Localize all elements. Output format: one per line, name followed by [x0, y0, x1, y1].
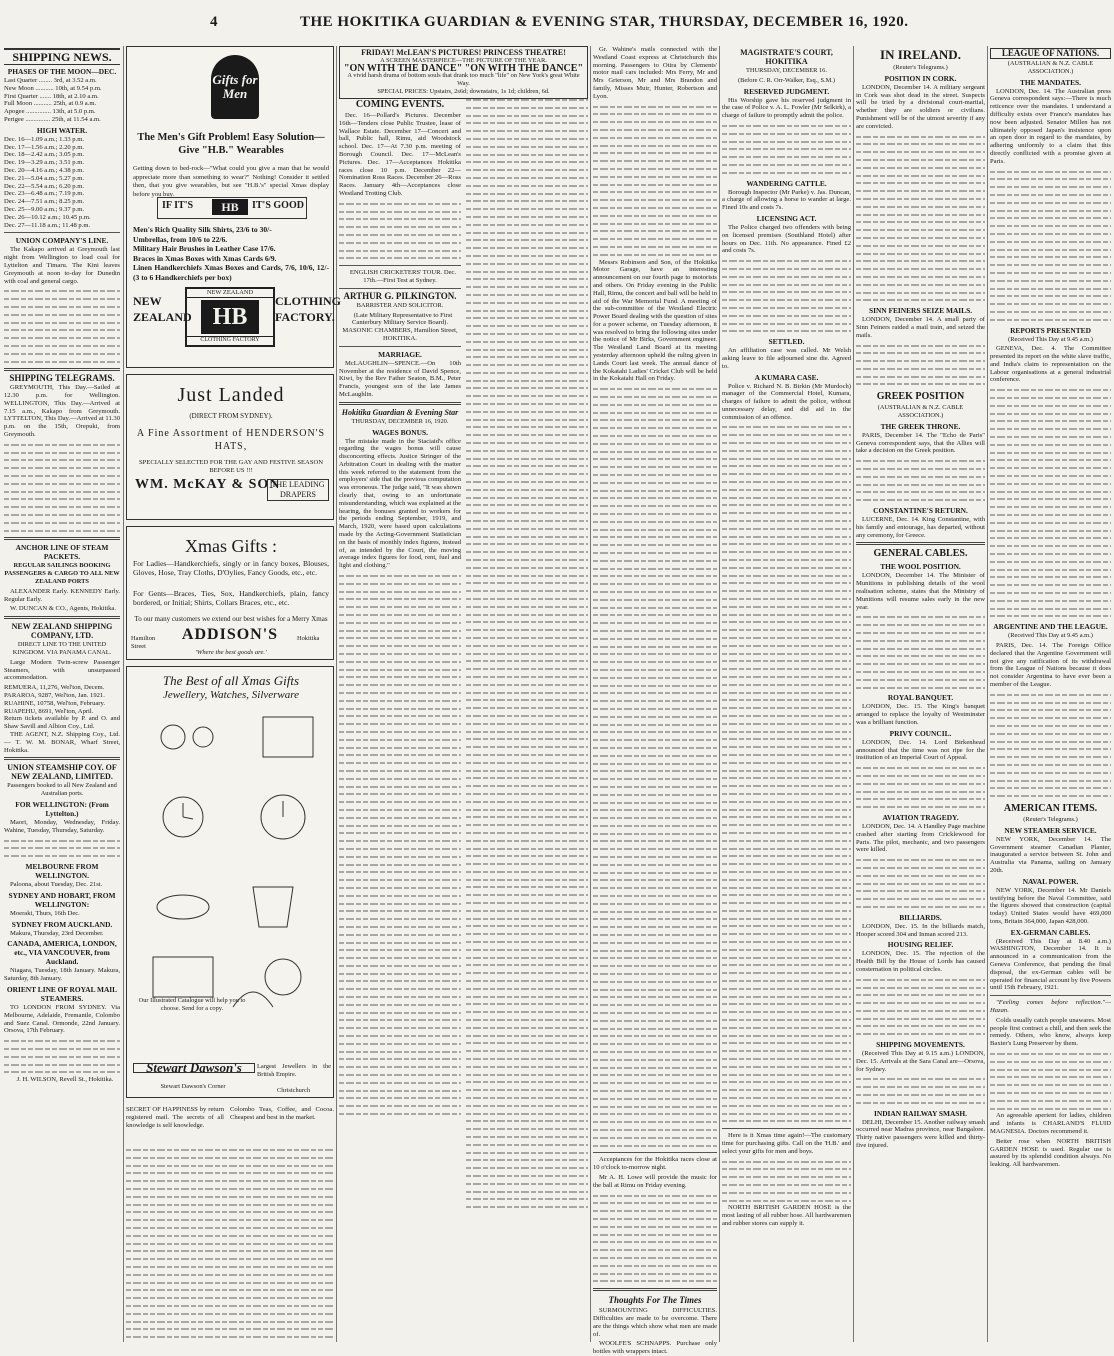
- text-filler: [856, 1075, 985, 1106]
- licensing-heading: LICENSING ACT.: [756, 213, 817, 223]
- jewellery-illustrations: [133, 707, 329, 1047]
- text-filler: [126, 1146, 334, 1341]
- sinn-fein-body: LONDON, December 14. A small party of Sinn Feiners raided a mail train, and seized the mails.: [856, 316, 985, 339]
- for-ladies: For Ladies—Handkerchiefs, singly or in fancy boxes, Blouses, Gloves, Hose, Tray Cloths, D'Oylies, Fancy Goods, etc., etc.: [133, 559, 329, 578]
- hb-logo-bottom: CLOTHING FACTORY: [187, 336, 273, 345]
- for-gents: For Gents—Braces, Ties, Sox, Handkerchiefs, plain, fancy bordered, or Initial; Shirts, Collars Braces, etc., etc.: [133, 589, 329, 608]
- column-advertisements: [126, 46, 342, 1342]
- nz-shipping-direct-line: DIRECT LINE TO THE UNITED KINGDOM. VIA PANAMA CANAL.: [12, 641, 112, 657]
- garden-hose-ad: Better rose when NORTH BRITISH GARDEN HOSE is used. Regular use is assured by its splendid condition always. No leaking. All hardwaremen.: [990, 1137, 1111, 1169]
- silverware-icon: [157, 895, 209, 919]
- hb-wearables-ad: [126, 46, 342, 368]
- moon-row: New Moon ........... 10th, at 9.54 p.m.: [4, 84, 102, 92]
- moon-row: Apogee ............... 13th, at 5.0 p.m.: [4, 108, 96, 116]
- fine-assortment: A Fine Assortment of HENDERSON'S HATS,: [136, 428, 326, 452]
- sydney-hobart-heading: SYDNEY AND HOBART, FROM WELLINGTON:: [8, 890, 116, 909]
- moon-phases-heading: PHASES OF THE MOON—DEC.: [7, 67, 117, 76]
- reports-heading: REPORTS PRESENTED: [1010, 325, 1091, 335]
- text-filler: [4, 837, 120, 860]
- aviation-heading: AVIATION TRAGEDY.: [882, 812, 959, 822]
- naval-body: NEW YORK, December 14. Mr Daniels testifying before the Naval Committee, said the figures showed that construction (capital today) United States would have 469,000 tons, Britain 364,000, Japan 428,000.: [990, 886, 1111, 925]
- billiards-heading: BILLIARDS.: [899, 912, 942, 922]
- nz-shipping-company-heading: NEW ZEALAND SHIPPING COMPANY, LTD.: [11, 622, 113, 641]
- text-filler: [722, 1158, 851, 1205]
- american-items-heading: AMERICAN ITEMS.: [1003, 802, 1098, 814]
- largest-jewellers: Largest Jewellers in the British Empire.: [257, 1063, 331, 1078]
- just-landed-heading: Just Landed: [177, 384, 285, 406]
- gift-box-icon: [211, 55, 259, 119]
- mandates-heading: THE MANDATES.: [1019, 77, 1082, 87]
- music-notice: Mr A. H. Lowe will provide the music for the ball at Rimu on Friday evening.: [593, 1173, 717, 1189]
- nz-shipping-agent: THE AGENT, N.Z. Shipping Coy., Ltd. — T. W. M. BONAR, Wharf Street, Hokitika.: [4, 730, 120, 754]
- aviation-body: LONDON, Dec. 14. A Handley Page machine crashed after starting from Cricklewood for Paris. The pilot, mechanic, and two passengers were killed.: [856, 822, 985, 854]
- sinn-fein-heading: SINN FEINERS SEIZE MAILS.: [868, 306, 973, 316]
- hokitika-text: Hokitika: [297, 635, 320, 642]
- text-filler: [856, 764, 985, 811]
- for-wellington-body: Maori, Monday, Wednesday, Friday. Wahine, Tuesday, Thursday, Saturday.: [4, 818, 120, 834]
- position-cork-heading: POSITION IN CORK.: [884, 73, 957, 83]
- paper-nameplate: Hokitika Guardian & Evening Star: [341, 407, 459, 417]
- moon-row: First Quarter ....... 18th, at 2.10 a.m.: [4, 92, 99, 100]
- list-item: Men's Rich Quality Silk Shirts, 23/6 to 30/-: [133, 225, 272, 234]
- text-filler: [856, 856, 985, 911]
- nz-shipping-list: [4, 684, 120, 731]
- col3-left: [339, 96, 461, 1118]
- xmas-time-ad: Here is it Xmas time again!—The customary time for purchasing gifts. Call on the 'H.B.' and select your gifts for men and boys.: [722, 1132, 851, 1155]
- shipping-news-heading: SHIPPING NEWS.: [4, 48, 120, 65]
- anchor-line-heading: ANCHOR LINE OF STEAM PACKETS.: [15, 543, 109, 562]
- reports-sub: (Received This Day at 9.45 a.m.): [1008, 335, 1093, 343]
- shipping-telegrams-heading: SHIPPING TELEGRAMS.: [9, 373, 115, 384]
- union-steamship-sub: Passengers booked to all New Zealand and Australian ports.: [7, 782, 117, 798]
- privy-body: LONDON, Dec. 14. Lord Birkenhead announced that the time was not ripe for the institution of an Imperial Court of Appeal.: [856, 738, 985, 762]
- reserved-heading: RESERVED JUDGMENT.: [743, 86, 830, 96]
- argentine-body: PARIS, Dec. 14. The Foreign Office declared that the Argentine Government will not give any ratification of its withdrawal from the League of Nations because it does not consider Argentina to have ever been a member of the League.: [990, 641, 1111, 688]
- greek-throne-heading: THE GREEK THRONE.: [880, 421, 961, 431]
- gay-festive: SPECIALLY SELECTED FOR THE GAY AND FESTIVE SEASON BEFORE US !!!: [138, 459, 324, 474]
- anchor-agent: W. DUNCAN & CO., Agents, Hokitika.: [10, 605, 116, 613]
- settled-body: An affiliation case was called. Mr Welsh asking leave to file adjourned sine die. Agreed to.: [722, 347, 851, 370]
- wandering-heading: WANDERING CATTLE.: [746, 178, 827, 188]
- text-filler: [339, 572, 461, 1118]
- tide-row: Dec. 19—3.29 a.m.; 3.51 p.m.: [4, 159, 85, 167]
- column-rule: [590, 46, 591, 1342]
- licensing-body: The Police charged two offenders with being on licensed premises (Southland Hotel) after hours on Dec. 11th. No appearance. Fined £2 and costs 7s.: [722, 223, 851, 255]
- movements-body: (Received This Day at 9.15 a.m.) LONDON, Dec. 15. Arrivals at the Sara Canal are—Orsova, for Sydney.: [856, 1050, 985, 1073]
- tide-row: Dec. 18—2.42 a.m.; 3.05 p.m.: [4, 151, 85, 159]
- wool-body: LONDON, December 14. The Minister of Munitions in publishing details of the wool realisation scheme, states that the Ministry of Munitions will resume sales early in the new year.: [856, 572, 985, 611]
- moon-row: Last Quarter ........ 3rd, at 3.52 a.m.: [4, 77, 97, 84]
- jewellery-heading: Jewellery, Watches, Silverware: [162, 689, 300, 701]
- moon-phase-list: [4, 77, 120, 124]
- mcleans-pictures-ad: [339, 46, 588, 99]
- tide-row: Dec. 16—1.09 a.m.; 1.33 p.m.: [4, 135, 85, 143]
- kumara-heading: A KUMARA CASE.: [754, 372, 819, 382]
- list-item: Linen Handkerchiefs Xmas Boxes and Cards, 7/6, 10/6, 12/- (3 to 6 Handkerchiefs per box): [133, 263, 329, 282]
- hb-badge: HB: [212, 199, 248, 215]
- movements-heading: SHIPPING MOVEMENTS.: [876, 1040, 965, 1050]
- gift-problem-heading: The Men's Gift Problem! Easy Solution—Give "H.B." Wearables: [137, 132, 325, 156]
- cork-body: LONDON, December 14. A military sergeant in Cork was shot dead in the street. Suspects will be tried by a divisional court-martial, whether they are soldiers or civilians. Punishment will be of the utmost severity if any are convicted.: [856, 83, 985, 130]
- cabinet-icon: [153, 957, 213, 997]
- magistrate-before: (Before C. R. Orr-Walker, Esq., S.M.): [737, 76, 836, 84]
- editorial-date: THURSDAY, DECEMBER 16, 1920.: [351, 417, 449, 425]
- text-filler: [4, 441, 120, 535]
- clothing-factory-text: [275, 293, 341, 325]
- league-sub: (AUSTRALIAN & N.Z. CABLE ASSOCIATION.): [1007, 60, 1094, 75]
- indian-body: DELHI, December 15. Another railway smash occurred near Madras province, near Bangalore. Thirty native passengers were killed and thirty-five injured.: [856, 1118, 985, 1150]
- text-filler: [593, 385, 717, 1149]
- housing-body: LONDON, Dec. 15. The rejection of the Health Bill by the House of Lords has caused consternation in political circles.: [856, 950, 985, 973]
- feeling-quote: "Feeling comes before reflection."—Hazan.: [990, 999, 1111, 1015]
- mandates-body: LONDON, Dec. 14. The Australian press Geneva correspondent says:—There is much reticence over the mandates. I understand a difficulty exists over France's mandates has now been adjusted. Senator Millen has not ultimately opposed Japan's insistence upon an open door in regard to the mandates, by adhering uniformly to a claim that this directly conflicted with a promise given at Paris.: [990, 87, 1111, 165]
- woolfe-schnapps: WOOLFE'S SCHNAPPS. Purchase only bottles with wrappers intact.: [593, 1340, 717, 1356]
- column-local-news: [593, 46, 717, 1356]
- tide-row: Dec. 21—5.04 a.m.; 5.27 p.m.: [4, 174, 85, 182]
- high-water-heading: HIGH WATER.: [36, 125, 88, 135]
- nz-left-text: [133, 293, 192, 325]
- list-item: Braces in Xmas Boxes with Xmas Cards 6/9.: [133, 253, 277, 263]
- screen-masterpiece: A SCREEN MASTERPIECE—THE PICTURE OF THE YEAR.: [380, 56, 547, 64]
- cricket-tour: ENGLISH CRICKETERS' TOUR. Dec. 17th.—First Test at Sydney.: [349, 269, 457, 284]
- stewart-corner: Stewart Dawson's Corner: [160, 1083, 226, 1090]
- dance-description: A vivid harsh drama of bottom souls that drank too much "life" on New York's great White Way.: [347, 72, 580, 88]
- text-filler: [856, 133, 985, 305]
- editorial-body: The mistake made in the Staciaid's office regarding the wages bonus will cause disconcerting effects. Justice Stringer of the Arbitration Court in dealing with the matter this week referred to the statement from the employers' side that the previous computation was erroneous. The judge said, "It was shown clearly that, owing to an unfortunate misunderstanding, which was explained at the hearing, the bonuses granted to workers for the periods ending September, 1919, and March, 1920, were based upon calculations made by the Acting-Government Statistician on the basis of monthly index figures, instead of, as intended by the Court, the moving average index figures for food, rent, fuel and light and clothing.": [339, 437, 461, 570]
- marriage-heading: MARRIAGE.: [378, 349, 422, 359]
- text-filler: [722, 122, 851, 177]
- hb-logo-top: NEW ZEALAND: [187, 289, 273, 298]
- reserved-body: His Worship gave his reserved judgment in the case of Police v. A. L. Fowler (Mr Selkirk), a charge of failure to promptly admit the police.: [722, 96, 851, 120]
- wandering-body: Borough Inspector (Mr Parke) v. Jas. Duncan, a charge of allowing a horse to wander at large. Fined 10s and costs 7s.: [722, 188, 851, 212]
- acceptances-notice: Acceptances for the Hokitika races close at 10 o'clock to-morrow night.: [593, 1156, 717, 1172]
- settled-heading: SETTLED.: [768, 337, 805, 347]
- gifts-for-men-text: Gifts for Men: [212, 72, 258, 101]
- league-heading: LEAGUE OF NATIONS.: [990, 48, 1111, 59]
- best-of-all-heading: The Best of all Xmas Gifts: [162, 673, 300, 688]
- anchor-ships: ALEXANDER Early. KENNEDY Early. Regular Early.: [4, 587, 120, 603]
- column-rule: [123, 46, 124, 1342]
- news-lead: Gr. Wahine's mails connected with the Westland Coast express at Christchurch this morning. Passengers to Otira by Clements' motor mail cars included: Mrs Ferry, Mr and Mrs Grierson, Mr and Mrs Brandon and family, Misses Muir, Hunter, Robertson and Lyon.: [593, 46, 717, 100]
- text-filler: [722, 257, 851, 335]
- orient-line-body: TO LONDON FROM SYDNEY. Via Melbourne, Adelaide, Fremantle, Colombo and Suez Canal. Ormonde, 22nd January. Orsova, 17th February.: [4, 1003, 120, 1035]
- canada-heading: CANADA, AMERICA, LONDON, etc., VIA VANCOUVER, from Auckland.: [7, 939, 117, 967]
- column-pictures-events: [339, 46, 588, 1342]
- text-filler: [466, 96, 588, 1211]
- text-filler: [593, 1192, 717, 1286]
- text-filler: [4, 1037, 120, 1076]
- in-ireland-heading: IN IRELAND.: [880, 47, 961, 62]
- magnesia-ad: An agreeable aperient for ladies, children and infants is CHARLAND'S FLUID MAGNESIA. Doctors recommend it.: [990, 1112, 1111, 1136]
- thoughts-heading: Thoughts For The Times: [608, 1295, 702, 1306]
- clothing-text: CLOTHING: [275, 294, 342, 308]
- pilkington-name: ARTHUR G. PILKINGTON.: [343, 290, 457, 301]
- tide-row: Dec. 23—6.48 a.m.; 7.19 p.m.: [4, 190, 85, 198]
- sydney-hobart-body: Moeraki, Thurs, 16th Dec.: [10, 909, 80, 917]
- text-filler: [339, 200, 461, 262]
- new-steamer-body: NEW YORK, December 14. The Government steamer Canadian Planter, inaugurated a service between St. John and Australia via Panama, sailing on January 20th.: [990, 835, 1111, 874]
- melbourne-heading: MELBOURNE FROM WELLINGTON.: [25, 861, 99, 880]
- naval-power-heading: NAVAL POWER.: [1022, 876, 1079, 886]
- col3-right: [466, 96, 588, 1211]
- list-item: Return tickets available by P. and O. and Shaw Savill and Albion Coy., Ltd.: [4, 715, 120, 731]
- text-filler: [856, 457, 985, 504]
- billiards-body: LONDON, Dec. 15. In the billiards match, Hooper scored 304 and Inman scored 213.: [856, 922, 985, 938]
- reuters-sub: (Reuter's Telegrams.): [893, 64, 948, 71]
- tide-table: [4, 136, 120, 230]
- constantine-heading: CONSTANTINE'S RETURN.: [873, 506, 968, 516]
- zealand-text: ZEALAND: [133, 310, 192, 324]
- hb-logo: [185, 287, 275, 347]
- list-item: Military Hair Brushes in Leather Case 17/6.: [133, 244, 276, 254]
- text-filler: [856, 342, 985, 389]
- union-steamship-heading: UNION STEAMSHIP COY. OF NEW ZEALAND, LIMITED.: [7, 763, 117, 782]
- for-wellington-heading: FOR WELLINGTON: (From Lyttelton.): [15, 799, 109, 818]
- moon-row: Full Moon ........... 25th, at 0.9 a.m.: [4, 100, 97, 108]
- text-filler: [990, 691, 1111, 800]
- tide-row: Dec. 26—10.12 a.m.; 10.45 p.m.: [4, 213, 91, 221]
- general-cables-heading: GENERAL CABLES.: [873, 548, 968, 560]
- stewart-dawson-ad: [126, 666, 334, 1098]
- constantine-body: LUCERNE, Dec. 14. King Constantine, with his family and entourage, has departed, without any ceremony, for Greece.: [856, 516, 985, 539]
- wool-position-heading: THE WOOL POSITION.: [880, 562, 961, 572]
- reports-body: GENEVA, Dec. 4. The Committee presented its report on the white slave traffic, and India's claim to representation on the Labour organisations at a general industrial conference.: [990, 345, 1111, 384]
- tide-row: Dec. 17—1.56 a.m.; 2.20 p.m.: [4, 143, 85, 151]
- wages-bonus-heading: WAGES BONUS.: [372, 427, 428, 437]
- special-prices: SPECIAL PRICES: Upstairs, 2s6d; downstairs, 1s 1d; children, 6d.: [377, 87, 550, 95]
- argentine-heading: ARGENTINE AND THE LEAGUE.: [993, 622, 1108, 632]
- text-filler: [856, 613, 985, 691]
- stewart-dawson-name: Stewart Dawson's: [133, 1063, 255, 1073]
- union-company-heading: UNION COMPANY'S LINE.: [15, 236, 109, 246]
- list-item: RUAPEHU, 8691, Wel'ton, April.: [4, 707, 94, 715]
- just-landed-ad: [126, 374, 334, 520]
- sydney-auckland-body: Makura, Thursday, 23rd December.: [10, 929, 104, 937]
- vase-icon: [253, 887, 293, 927]
- tide-row: Dec. 27—11.18 a.m.; 11.48 p.m.: [4, 221, 91, 229]
- kumara-body: Police v. Richard N. B. Birkin (Mr Murdoch) manager of the Commercial Hotel, Kumara, charges of failure to admit the police, without unnecessary delay, and did aid in the commission of an offence.: [722, 382, 851, 421]
- colds-ad: Colds usually catch people unawares. Most people first contract a chill, and then seek the remedy. Others, who know, always keep Baxter's Lung Preserver by them.: [990, 1016, 1111, 1048]
- column-rule: [853, 46, 854, 1342]
- news-body: Messrs Robinson and Son, of the Hokitika Motor Garage, have an interesting announcement on our fourth page to motorists and others. On Friday evening in the Public Hall, Rimu, the concert and ball will be held in aid of the War Memorial Fund. A meeting of the sub-committee of the Westland Electric Power Board dealing with the question of sites for a power scheme, on Tuesday afternoon, it was resolved to bring the following sites under the notice of Mr Birks, Government engineer. The Westland Land Board at its meeting yesterday afternoon upheld the ruling given in Lands Court last week. The annual dance of the Kokatahi Ladies' Cricket Club will be held in the Kokatahi Hall on Friday.: [593, 258, 717, 383]
- ex-german-body: (Received This Day at 8.40 a.m.) WASHINGTON, December 14. It is announced in a communication from the Geneva Conference, that pending the final disposal, the ex-German cables will be operated for financial account by five Powers until 15th February, 1921.: [990, 937, 1111, 992]
- text-filler: [990, 386, 1111, 620]
- customers-wishes: To our many customers we extend our best wishes for a Merry Xmas: [134, 615, 328, 623]
- thoughts-body: SURMOUNTING DIFFICULTIES. Difficulties are made to be overcome. There are the things which show what men are made of.: [593, 1307, 717, 1338]
- royal-banquet-heading: ROYAL BANQUET.: [887, 693, 954, 703]
- gift-body: Getting down to bed-rock—"What could you give a man that he would appreciate more than something to wear?" Nothing! Consider it settled then, that you give wearables, but see "H.B.'s" special Xmas display before you buy.: [133, 165, 329, 198]
- column-shipping: [4, 46, 120, 1342]
- greek-sub: (AUSTRALIAN & N.Z. CABLE ASSOCIATION.): [877, 404, 964, 420]
- tide-row: Dec. 22—5.54 a.m.; 6.20 p.m.: [4, 182, 85, 190]
- text-filler: [4, 287, 120, 365]
- text-filler: [990, 168, 1111, 324]
- text-filler: [722, 423, 851, 1125]
- moon-row: Perigee ............... 25th, at 11.54 a.m.: [4, 115, 101, 123]
- magistrate-heading: MAGISTRATE'S COURT, HOKITIKA: [740, 48, 833, 66]
- union-company-body: The Kakapo arrived at Greymouth last night from Wellington to load coal for Lyttelton and Timaru. The Kini leaves Greymouth at noon to-day for Dunedin with coal and general cargo.: [4, 246, 120, 285]
- regular-sailings: REGULAR SAILINGS BOOKING PASSENGERS & CARGO TO ALL NEW ZEALAND PORTS: [4, 562, 120, 586]
- orient-line-heading: ORIENT LINE OF ROYAL MAIL STEAMERS.: [6, 984, 118, 1003]
- text-filler: [593, 103, 717, 259]
- shipping-telegrams-body: GREYMOUTH, This Day.—Sailed at 12.30 p.m. for Wellington. WELLINGTON, This Day.—Arrived at 7.15 a.m., Kakapo from Greymouth. LYTTELTON, This Day.—Arrived at 11.30 p.m. on the 15th, Orepuki, from Greymouth.: [4, 384, 120, 439]
- page-title: THE HOKITIKA GUARDIAN & EVENING STAR, THURSDAY, DECEMBER 16, 1920.: [300, 14, 909, 30]
- brooch-icon: [193, 727, 213, 747]
- column-cables: [856, 46, 985, 1342]
- ex-german-heading: EX-GERMAN CABLES.: [1010, 927, 1091, 937]
- hb-logo-letters: HB: [201, 300, 259, 334]
- column-magistrate: [722, 46, 851, 1342]
- coming-events-heading: COMING EVENTS.: [355, 99, 445, 110]
- hamilton-street: Hamilton Street: [131, 635, 156, 650]
- leading-drapers: THE LEADING DRAPERS: [267, 479, 329, 501]
- orient-agent: J. H. WILSON, Revell St., Hokitika.: [16, 1076, 114, 1084]
- friday-heading: FRIDAY! McLEAN'S PICTURES! PRINCESS THEATRE!: [361, 48, 566, 57]
- sydney-auckland-heading: SYDNEY FROM AUCKLAND.: [11, 919, 113, 929]
- text-filler: [856, 976, 985, 1038]
- on-with-dance: "ON WITH THE DANCE" "ON WITH THE DANCE": [343, 62, 583, 74]
- column-rule: [336, 46, 337, 1342]
- american-sub: (Reuter's Telegrams.): [1023, 815, 1078, 823]
- column-league: [990, 46, 1111, 1342]
- north-british-hose: NORTH BRITISH GARDEN HOSE is the most lasting of all rubber hose. All hardwaremen and rubber stores can supply it.: [722, 1204, 851, 1227]
- direct-sydney: (DIRECT FROM SYDNEY).: [189, 412, 273, 420]
- christchurch-text: Christchurch: [277, 1087, 311, 1094]
- xmas-gifts-heading: Xmas Gifts :: [185, 536, 277, 556]
- locket-icon: [265, 959, 301, 995]
- addisons-name: ADDISON'S: [181, 626, 279, 643]
- magistrate-date: THURSDAY, DECEMBER 16.: [746, 67, 827, 74]
- brooch-icon: [161, 725, 185, 749]
- greek-body: PARIS, December 14. The "Echo de Paris" Geneva correspondent says, that the Allies will take a decision on the Greek position.: [856, 431, 985, 455]
- barrister-text: BARRISTER AND SOLICITOR.: [356, 301, 444, 309]
- factory-text: FACTORY.: [275, 310, 335, 324]
- tide-row: Dec. 25—9.00 a.m.; 9.37 p.m.: [4, 205, 85, 213]
- its-good-text: IT'S GOOD: [252, 200, 304, 211]
- royal-body: LONDON, Dec. 15. The King's banquet arranged to replace the loyalty of Westminster was a brilliant function.: [856, 703, 985, 726]
- colombo-teas-ad: Colombo Teas, Coffee, and Cocoa. Cheapest and best in the market.: [230, 1106, 334, 1121]
- if-its-text: IF IT'S: [162, 200, 194, 211]
- argentine-sub: (Received This Day at 9.45 a.m.): [1008, 632, 1093, 640]
- xmas-gifts-ad: [126, 526, 334, 660]
- tide-row: Dec. 24—7.51 a.m.; 8.25 p.m.: [4, 198, 85, 206]
- canada-body: Niagara, Tuesday, 18th January. Makura, Saturday, 8th January.: [4, 967, 120, 983]
- list-item: RUAHINE, 10758, Wel'ton, February.: [4, 699, 106, 707]
- column-rule: [987, 46, 988, 1342]
- greek-position-heading: GREEK POSITION: [876, 391, 965, 403]
- coming-events-body: Dec. 16—Pollard's Pictures. December 16th—Tenders close Public Trustee, lease of Wallace Estate. December 17—Concert and ball, Public hall, Rimu, aid Woodstock school. Dec. 17—At 7.30 p.m. meeting of Borough Council. Dec. 17—McLean's Pictures. Dec. 17—Acceptances Hokitika races close 10 p.m. December 22—Nomination Ross Races. December 26—Ross Races. January 4th—Acceptances close Westland Trotting Club.: [339, 112, 461, 197]
- list-item: REMUERA, 11,276, Wel'ton, Decem.: [4, 684, 105, 692]
- new-text: NEW: [133, 294, 162, 308]
- page-number: 4: [210, 14, 218, 30]
- privy-council-heading: PRIVY COUNCIL.: [889, 728, 952, 738]
- hb-product-list: [133, 225, 329, 283]
- pilkington-body: (Late Military Representative to First Canterbury Military Service Board). MASONIC CHAMBERS, Hamilton Street, HOKITIKA.: [342, 311, 458, 342]
- marriage-body: McLAUGHLIN—SPENCE.—On 10th November at the residence of David Spence, Kiwi, by the Rev Father Seaton, B.M., Peter Francis, youngest son of the late James McLaughlin.: [339, 359, 461, 398]
- housing-heading: HOUSING RELIEF.: [887, 940, 954, 950]
- melbourne-body: Paloona, about Tuesday, Dec. 21st.: [10, 880, 103, 888]
- indian-smash-heading: INDIAN RAILWAY SMASH.: [873, 1108, 968, 1118]
- catalogue-text: Our Illustrated Catalogue will help you to choose. Send for a copy.: [138, 997, 246, 1012]
- list-item: PARAROA, 9287, Wel'ton, Jan. 1921.: [4, 692, 105, 699]
- new-steamer-heading: NEW STEAMER SERVICE.: [1004, 825, 1097, 835]
- masthead: [0, 0, 1114, 40]
- column-rule: [719, 46, 720, 1342]
- secret-happiness-ad: SECRET OF HAPPINESS by return registered mail. The secrets of all knowledge is self knowledge.: [126, 1106, 224, 1129]
- tide-row: Dec. 20—4.16 a.m.; 4.38 p.m.: [4, 166, 85, 174]
- text-filler: [990, 1050, 1111, 1112]
- hb-slogan: [157, 197, 307, 219]
- nz-shipping-body: Large Modern Twin-screw Passenger Steamers, with unsurpassed accommodation.: [4, 658, 120, 682]
- mckay-name: WM. McKAY & SON: [135, 477, 281, 492]
- best-goods: 'Where the best goods are.': [195, 649, 267, 656]
- list-item: Umbrellas, from 10/6 to 22/6.: [133, 234, 228, 244]
- jewellery-box-icon: [263, 717, 313, 757]
